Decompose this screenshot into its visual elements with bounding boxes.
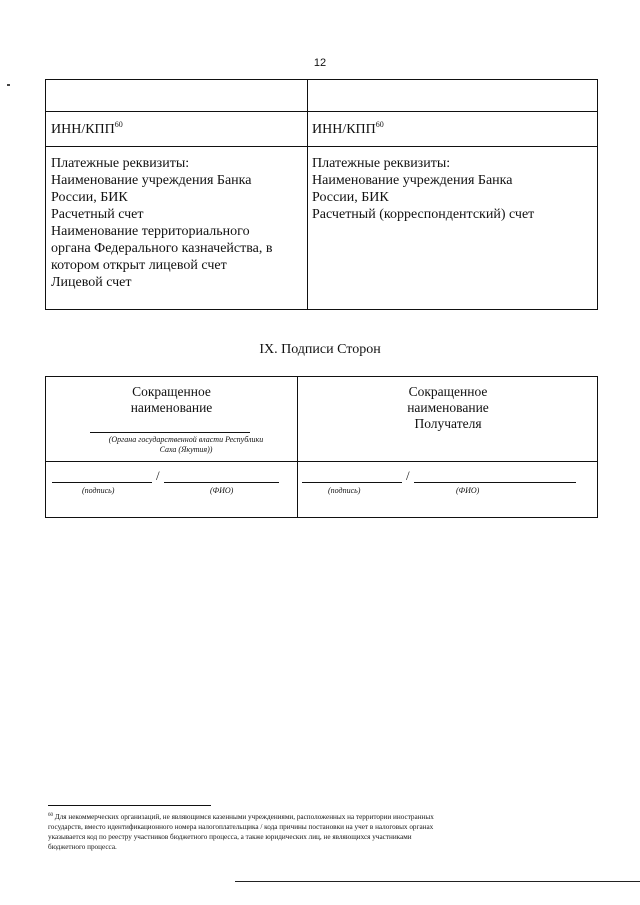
signature-label: (подпись) bbox=[328, 486, 361, 495]
inn-kpp-right bbox=[312, 121, 384, 138]
inn-kpp-label: ИНН/КПП bbox=[312, 122, 376, 137]
caption-line: Саха (Якутия)) bbox=[159, 445, 213, 454]
org-caption bbox=[76, 435, 296, 455]
payment-line: Наименование учреждения Банка bbox=[51, 173, 252, 188]
payment-line: России, БИК bbox=[312, 190, 389, 205]
payment-line: России, БИК bbox=[51, 190, 128, 205]
signature-label: (подпись) bbox=[82, 486, 115, 495]
signature-line[interactable] bbox=[302, 482, 402, 483]
payment-line: котором открыт лицевой счет bbox=[51, 258, 227, 273]
footnote-ref: 60 bbox=[48, 813, 53, 818]
payment-line: Наименование территориального bbox=[51, 224, 250, 239]
payment-line: Расчетный счет bbox=[51, 207, 144, 222]
footnote-line: бюджетного процесса. bbox=[48, 843, 117, 851]
table-row-divider bbox=[46, 146, 597, 147]
payment-details-right bbox=[312, 155, 594, 223]
signatures-table bbox=[45, 376, 598, 518]
heading-line: наименование bbox=[407, 400, 489, 415]
signature-line[interactable] bbox=[52, 482, 152, 483]
signature-row-right bbox=[298, 468, 598, 498]
page-number: 12 bbox=[313, 57, 327, 69]
party-heading-left bbox=[46, 384, 297, 416]
footnote-ref: 60 bbox=[114, 120, 123, 129]
party-heading-right bbox=[298, 384, 598, 432]
payment-line: органа Федерального казначейства, в bbox=[51, 241, 273, 256]
inn-kpp-left bbox=[51, 121, 123, 138]
footnote-line: государств, вместо идентификационного номера налогоплательщика / кода причины постановки на учет в налоговых органах bbox=[48, 823, 434, 831]
payment-details-left bbox=[51, 155, 303, 291]
scan-speck bbox=[7, 84, 10, 86]
heading-line: наименование bbox=[130, 400, 213, 415]
payment-line: Платежные реквизиты: bbox=[51, 156, 190, 171]
payment-line: Наименование учреждения Банка bbox=[312, 173, 513, 188]
table-row-divider bbox=[46, 461, 597, 462]
heading-line: Сокращенное bbox=[132, 384, 211, 399]
table-column-divider bbox=[307, 80, 308, 309]
table-row-divider bbox=[46, 111, 597, 112]
slash: / bbox=[156, 468, 160, 483]
payment-line: Платежные реквизиты: bbox=[312, 156, 451, 171]
caption-line: (Органа государственной власти Республики bbox=[108, 435, 264, 444]
footnote bbox=[48, 812, 606, 852]
section-title: IX. Подписи Сторон bbox=[259, 342, 381, 357]
name-label: (ФИО) bbox=[456, 486, 480, 495]
footnote-line: указывается код по реестру участников бюджетного процесса, а также юридических лиц, не являющихся участниками bbox=[48, 833, 412, 841]
footnote-line bbox=[48, 812, 606, 822]
requisites-table bbox=[45, 79, 598, 310]
name-line[interactable] bbox=[164, 482, 279, 483]
signature-row-left bbox=[46, 468, 297, 498]
payment-line: Лицевой счет bbox=[51, 275, 132, 290]
slash: / bbox=[406, 468, 410, 483]
footnote-text: Для некоммерческих организаций, не являющимся казенными учреждениями, расположенных на территории иностранных bbox=[54, 813, 434, 821]
footnote-rule bbox=[48, 805, 211, 806]
footnote-ref: 60 bbox=[375, 120, 384, 129]
scan-edge-line bbox=[235, 881, 640, 882]
name-line[interactable] bbox=[414, 482, 576, 483]
org-name-line bbox=[90, 432, 250, 433]
name-label: (ФИО) bbox=[210, 486, 234, 495]
heading-line: Сокращенное bbox=[408, 384, 488, 399]
heading-line: Получателя bbox=[414, 416, 482, 431]
payment-line: Расчетный (корреспондентский) счет bbox=[312, 207, 535, 222]
inn-kpp-label: ИНН/КПП bbox=[51, 122, 115, 137]
